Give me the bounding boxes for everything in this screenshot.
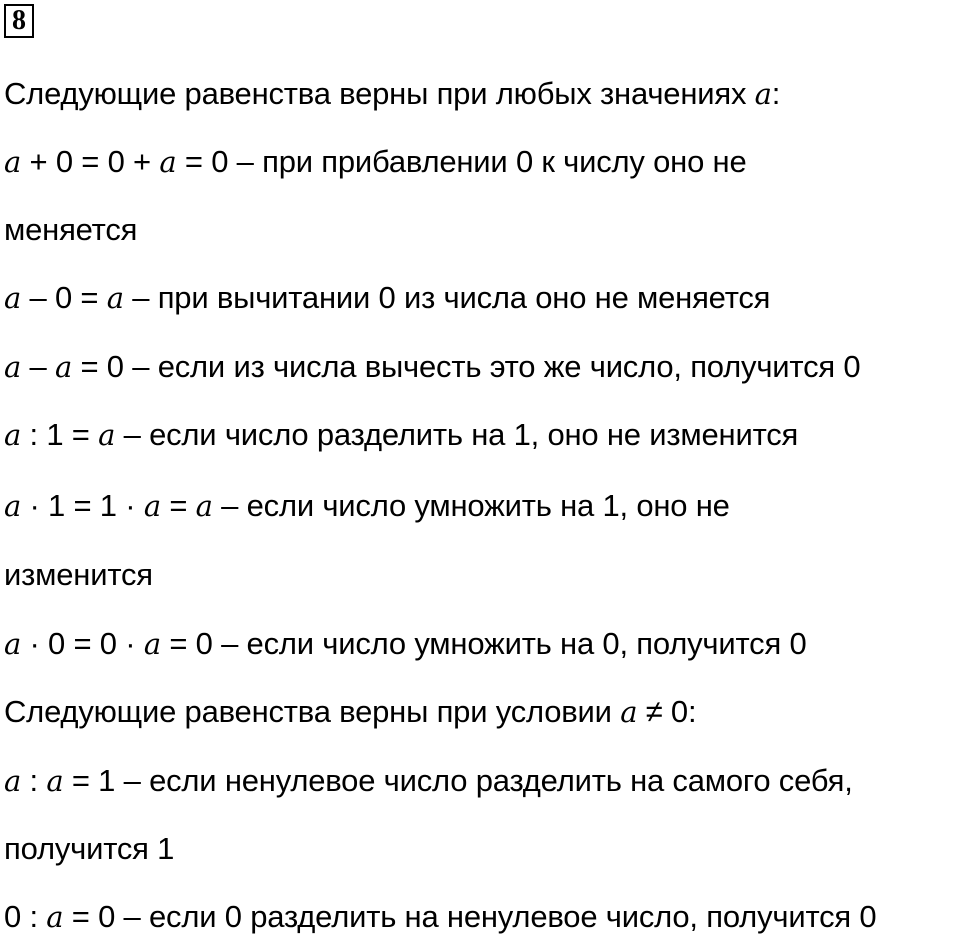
- math-variable: a: [4, 627, 22, 661]
- math-variable: a: [143, 627, 161, 661]
- math-variable: a: [4, 418, 22, 452]
- line-text: – если число разделить на 1, оно не изменится: [115, 417, 799, 452]
- line-text: :: [21, 763, 47, 798]
- line-text: + 0 = 0 +: [21, 144, 160, 179]
- text-line: [4, 280, 770, 316]
- text-line: [4, 763, 853, 799]
- line-text: =: [160, 488, 196, 523]
- line-text: : 1 =: [21, 417, 99, 452]
- math-variable: a: [620, 695, 638, 729]
- line-text: :: [771, 76, 781, 111]
- math-variable: a: [195, 489, 213, 523]
- line-text: 0 :: [4, 899, 47, 934]
- text-line: [4, 349, 860, 385]
- math-variable: a: [106, 281, 124, 315]
- line-text: · 1 = 1 ·: [21, 488, 144, 523]
- line-text: = 0 – если 0 разделить на ненулевое число, получится 0: [63, 899, 877, 934]
- text-line: [4, 626, 806, 662]
- line-text: – если число умножить на 1, оно не: [212, 488, 730, 523]
- line-text: – при вычитании 0 из числа оно не меняется: [123, 280, 771, 315]
- math-variable: a: [46, 764, 64, 798]
- line-text: Следующие равенства верны при условии: [4, 694, 621, 729]
- text-line: [4, 899, 876, 935]
- text-line: [4, 831, 174, 867]
- line-text: – 0 =: [21, 280, 107, 315]
- math-variable: a: [98, 418, 116, 452]
- line-text: Следующие равенства верны при любых значениях: [4, 76, 755, 111]
- line-text: ≠ 0:: [637, 694, 697, 729]
- math-variable: a: [4, 489, 22, 523]
- line-text: = 1 – если ненулевое число разделить на самого себя,: [63, 763, 853, 798]
- text-line: [4, 694, 696, 730]
- line-text: –: [21, 349, 55, 384]
- text-line: [4, 557, 153, 593]
- math-variable: a: [54, 350, 73, 384]
- text-line: [4, 417, 798, 453]
- math-variable: a: [4, 350, 22, 384]
- math-variable: a: [46, 900, 64, 934]
- line-text: = 0 – если из числа вычесть это же число, получится 0: [72, 349, 861, 384]
- task-number-box: 8: [4, 4, 34, 38]
- math-variable: a: [754, 77, 772, 111]
- math-variable: a: [4, 281, 22, 315]
- text-line: [4, 144, 747, 180]
- line-text: = 0 – если число умножить на 0, получится 0: [160, 626, 807, 661]
- text-line: [4, 212, 137, 248]
- math-variable: a: [143, 489, 161, 523]
- line-text: получится 1: [4, 831, 175, 866]
- line-text: · 0 = 0 ·: [21, 626, 144, 661]
- text-line: [4, 488, 730, 524]
- line-text: = 0 – при прибавлении 0 к числу оно не: [176, 144, 747, 179]
- math-variable: a: [159, 145, 177, 179]
- math-variable: a: [4, 764, 22, 798]
- math-variable: a: [4, 145, 22, 179]
- line-text: изменится: [4, 557, 153, 592]
- text-line: [4, 76, 780, 112]
- line-text: меняется: [4, 212, 138, 247]
